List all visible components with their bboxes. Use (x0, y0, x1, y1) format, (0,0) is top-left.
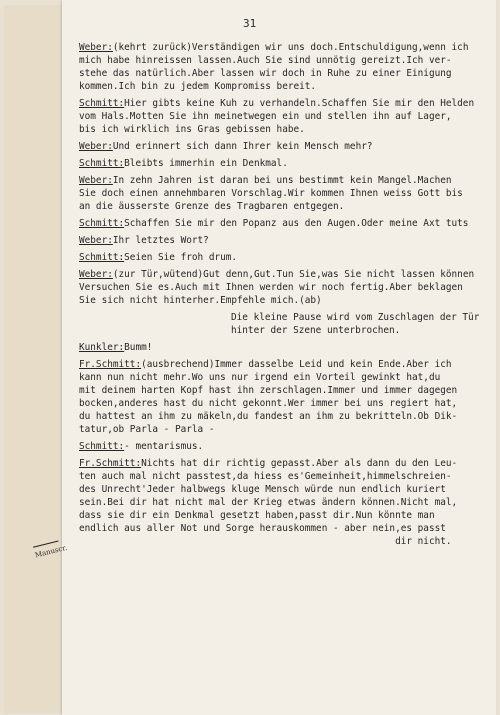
dialogue-text: stehe das natürlich.Aber lassen wir doch in Ruhe zu einer Einigung (79, 68, 452, 79)
script-line (79, 217, 495, 230)
speaker-name: Fr.Schmitt: (79, 359, 142, 370)
dialogue-text: dass sie dir ein Denkmal gesetzt haben,passt dir.Nun könnte man (79, 510, 435, 521)
dialogue-text: In zehn Jahren ist daran bei uns bestimmt kein Mangel.Machen (112, 175, 452, 186)
dialogue-text: (ausbrechend)Immer dasselbe Leid und kein Ende.Aber ich (141, 359, 452, 370)
speaker-name: Kunkler: (79, 342, 125, 353)
speaker-name: Weber: (79, 269, 113, 280)
dialogue-text: du hattest an ihm zu mäkeln,du fandest an ihm zu bekritteln.Ob Dik- (79, 411, 458, 422)
speaker-name: Weber: (79, 141, 113, 152)
dialogue-text: Ihr letztes Wort? (112, 235, 209, 246)
script-line (79, 41, 495, 54)
underlying-page-edge (4, 6, 63, 712)
dialogue-text: Und erinnert sich dann Ihrer kein Mensch mehr? (112, 141, 373, 152)
dialogue-text: an die äusserste Grenze des Tragbaren entgegen. (79, 201, 345, 212)
script-line (79, 470, 495, 483)
script-line (79, 80, 495, 93)
script-line (79, 440, 495, 453)
script-line (79, 522, 495, 535)
script-text (79, 41, 495, 548)
script-line (79, 509, 495, 522)
speaker-name: Schmitt: (79, 218, 125, 229)
stage-direction-text: hinter der Szene unterbrochen. (231, 325, 401, 336)
script-line (79, 123, 495, 136)
script-line (79, 294, 495, 307)
stage-direction (79, 311, 495, 324)
script-line (79, 140, 495, 153)
script-line (79, 341, 495, 354)
stage-direction-text: Die kleine Pause wird vom Zuschlagen der Tür (231, 312, 480, 323)
margin-note-text: Manuscr. (34, 543, 68, 560)
dialogue-text: (zur Tür,wütend)Gut denn,Gut.Tun Sie,was Sie nicht lassen können (112, 269, 475, 280)
dialogue-text: kann nun nicht mehr.Wo uns nur irgend ein Vorteil gewinkt hat,du (79, 372, 441, 383)
dialogue-text: dir nicht. (79, 536, 452, 547)
script-line (79, 371, 495, 384)
script-line (79, 268, 495, 281)
script-line (79, 423, 495, 436)
dialogue-text: mit deinem harten Kopf hast ihn zerschlagen.Immer und immer dagegen (79, 385, 458, 396)
script-line (79, 397, 495, 410)
dialogue-text: endlich aus aller Not und Sorge herauskommen - aber nein,es passt (79, 523, 446, 534)
speaker-name: Weber: (79, 175, 113, 186)
speaker-name: Weber: (79, 42, 113, 53)
dialogue-text: (kehrt zurück)Verständigen wir uns doch.Entschuldigung,wenn ich (112, 42, 469, 53)
dialogue-text: Bleibts immerhin ein Denkmal. (124, 158, 288, 169)
dialogue-text: Nichts hat dir richtig gepasst.Aber als dann du den Leu- (141, 458, 458, 469)
script-line (79, 97, 495, 110)
script-line (79, 384, 495, 397)
speaker-name: Schmitt: (79, 158, 125, 169)
script-line (79, 67, 495, 80)
dialogue-text: Hier gibts keine Kuh zu verhandeln.Schaffen Sie mir den Helden (124, 98, 475, 109)
script-line (79, 251, 495, 264)
dialogue-text: bis ich wirklich ins Gras gebissen habe. (79, 124, 305, 135)
script-line (79, 410, 495, 423)
script-line (79, 54, 495, 67)
script-line (79, 281, 495, 294)
speaker-name: Fr.Schmitt: (79, 458, 142, 469)
dialogue-text: - mentarismus. (124, 441, 204, 452)
script-line (79, 187, 495, 200)
speaker-name: Weber: (79, 235, 113, 246)
dialogue-text: vom Hals.Motten Sie ihn meinetwegen ein und stellen ihn auf Lager, (79, 111, 452, 122)
script-line (79, 234, 495, 247)
dialogue-text: Seien Sie froh drum. (124, 252, 238, 263)
script-line (79, 174, 495, 187)
page-number: 31 (243, 17, 257, 30)
dialogue-text: tatur,ob Parla - Parla - (79, 424, 215, 435)
script-line (79, 535, 495, 548)
speaker-name: Schmitt: (79, 98, 125, 109)
stage-direction (79, 324, 495, 337)
script-line (79, 358, 495, 371)
dialogue-text: ten auch mal nicht passtest,da hiess es'Gemeinheit,himmelschreien- (79, 471, 452, 482)
speaker-name: Schmitt: (79, 252, 125, 263)
dialogue-text: Schaffen Sie mir den Popanz aus den Augen.Oder meine Axt tuts (124, 218, 469, 229)
script-line (79, 110, 495, 123)
script-line (79, 483, 495, 496)
script-line (79, 157, 495, 170)
dialogue-text: Sie doch einen annehmbaren Vorschlag.Wir kommen Ihnen weiss Gott bis (79, 188, 463, 199)
speaker-name: Schmitt: (79, 441, 125, 452)
dialogue-text: bocken,anderes hast du nicht gekonnt.Wer immer bei uns regiert hat, (79, 398, 458, 409)
script-line (79, 496, 495, 509)
dialogue-text: mich habe hinreissen lassen.Auch Sie sind unnötig gereizt.Ich ver- (79, 55, 452, 66)
dialogue-text: kommen.Ich bin zu jedem Kompromiss bereit. (79, 81, 317, 92)
dialogue-text: Sie sich nicht hinterher.Empfehle mich.(ab) (79, 295, 322, 306)
script-line (79, 200, 495, 213)
dialogue-text: Versuchen Sie es.Auch mit Ihnen werden wir noch fertig.Aber beklagen (79, 282, 463, 293)
script-line (79, 457, 495, 470)
dialogue-text: sein.Bei dir hat nicht mal der Krieg etwas ändern können.Nicht mal, (79, 497, 458, 508)
dialogue-text: Bumm! (124, 342, 153, 353)
dialogue-text: des Unrecht'Jeder halbwegs kluge Mensch würde nun endlich kuriert (79, 484, 446, 495)
